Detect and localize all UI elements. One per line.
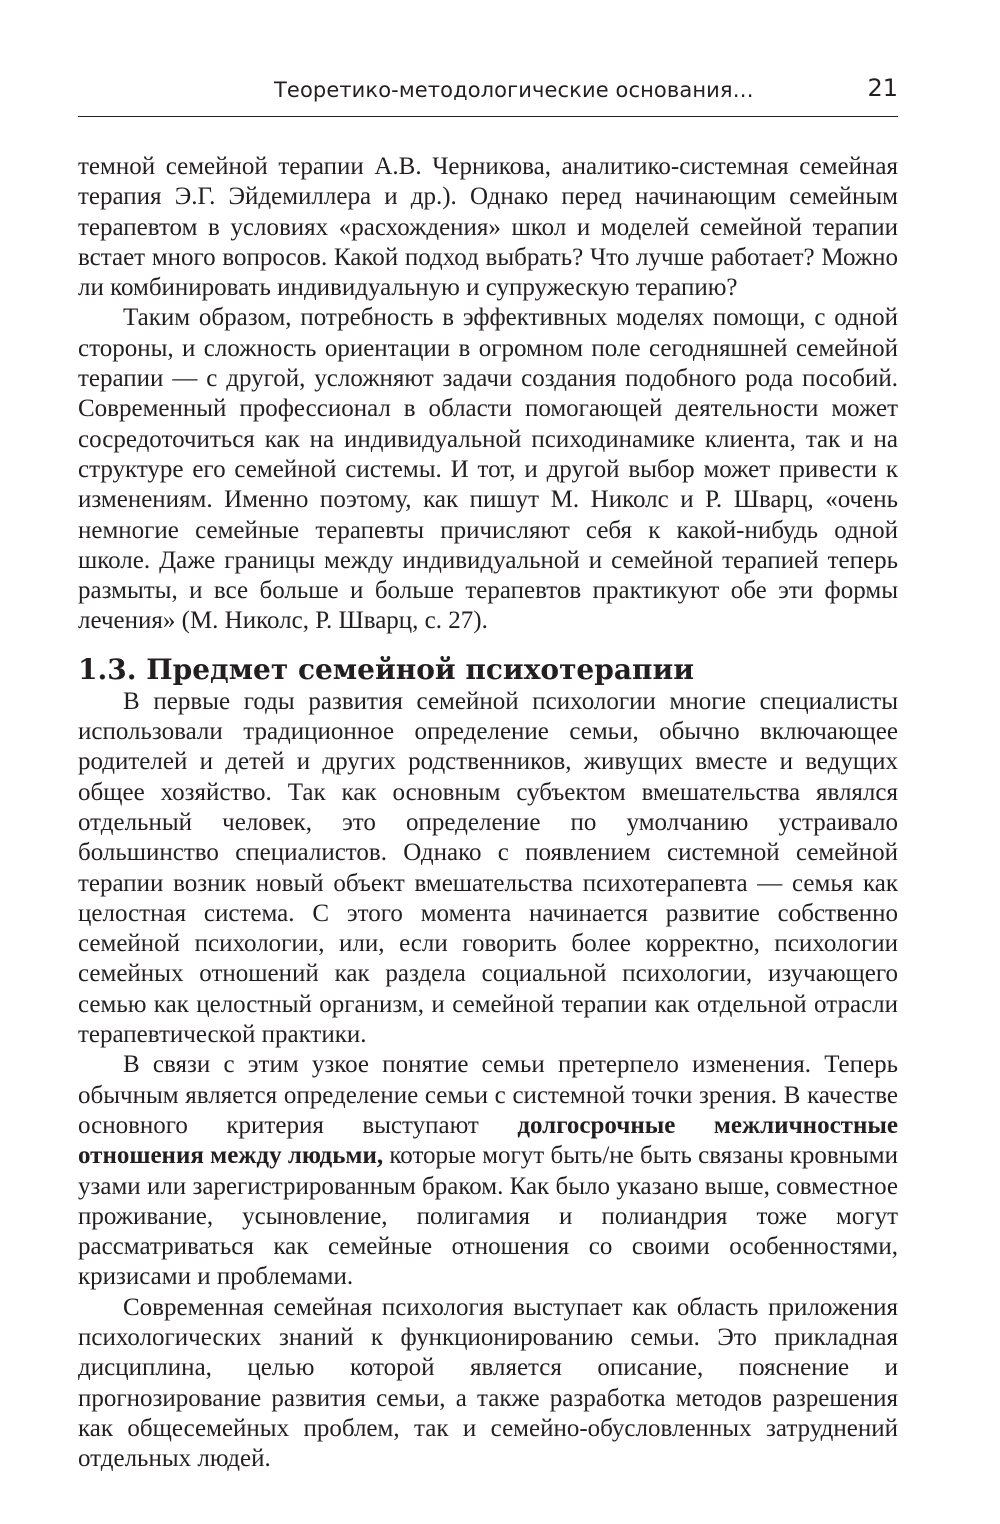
paragraph: Таким образом, потребность в эффективных моделях помощи, с одной стороны, и сложность ориентации в огромном поле сегодняшней семейной терапии — с другой, усложняют задачи создания подобного рода пособий. Современный профессионал в области помогающей деятельности может сосредоточиться как на индивидуальной психодинамике клиента, так и на структуре его семейной системы. И тот, и другой выбор может привести к изменениям. Именно поэтому, как пишут М. Николс и Р. Шварц, «очень немногие семейные терапевты причисляют себя к какой-нибудь одной школе. Даже границы между индивидуальной и семейной терапией теперь размыты, и все больше и больше терапевтов практикуют обе эти формы лечения» (М. Николс, Р. Шварц, с. 27). bbox=[78, 304, 898, 635]
bold-term: долгосрочные межличностные отношения между людьми, bbox=[78, 1111, 898, 1170]
page-body bbox=[78, 152, 898, 1474]
paragraph: темной семейной терапии А.В. Черникова, аналитико-системная семейная терапия Э.Г. Эйдемиллера и др.). Однако перед начинающим семейным терапевтом в условиях «расхождения» школ и моделей семейной терапии встает много вопросов. Какой подход выбрать? Что лучше работает? Можно ли комбинировать индивидуальную и супружескую терапию? bbox=[78, 153, 898, 302]
paragraph: Современная семейная психология выступает как область приложения психологических знаний к функционированию семьи. Это прикладная дисциплина, целью которой является описание, пояснение и прогнозирование развития семьи, а также разработка методов разрешения как общесемейных проблем, так и семейно-обусловленных затруднений отдельных людей. bbox=[78, 1293, 898, 1473]
running-header-title: Теоретико-методологические основания… bbox=[274, 78, 754, 102]
section-heading: 1.3. Предмет семейной психотерапии bbox=[78, 652, 694, 686]
paragraph-text: В связи с этим узкое понятие семьи претерпело изменения. Теперь обычным является определение семьи с системной точки зрения. В качестве основного критерия выступают bbox=[78, 1051, 898, 1139]
paragraph-text: которые могут быть/не быть связаны кровными узами или зарегистрированным браком. Как было указано выше, совместное проживание, усыновление, полигамия и полиандрия тоже могут рассматриваться как семейные отношения со своими особенностями, кризисами и проблемами. bbox=[78, 1142, 898, 1291]
paragraph bbox=[78, 1050, 898, 1292]
paragraph: В первые годы развития семейной психологии многие специалисты использовали традиционное определение семьи, обычно включающее родителей и детей и других родственников, живущих вместе и ведущих общее хозяйство. Так как основным субъектом вмешательства являлся отдельный человек, это определение по умолчанию устраивало большинство специалистов. Однако с появлением системной семейной терапии возник новый объект вмешательства психотерапевта — семья как целостная система. С этого момента начинается развитие собственно семейной психологии, или, если говорить более корректно, психологии семейных отношений как раздела социальной психологии, изучающего семью как целостный организм, и семейной терапии как отдельной отрасли терапевтической практики. bbox=[78, 687, 898, 1049]
running-header bbox=[78, 70, 898, 117]
page-number: 21 bbox=[867, 74, 898, 102]
